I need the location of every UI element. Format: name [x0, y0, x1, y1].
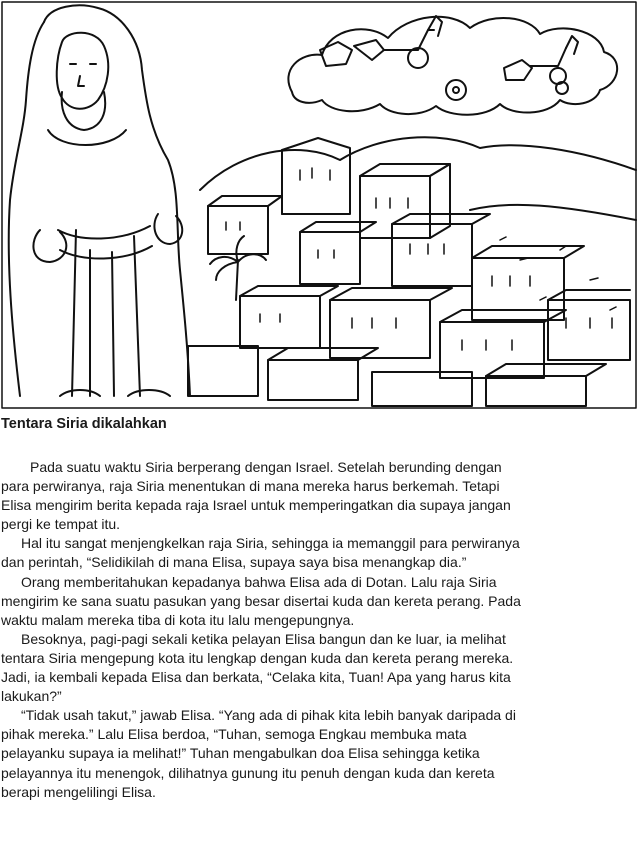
story-line: Hal itu sangat menjengkelkan raja Siria, sehingga ia memanggil para perwiranya: [21, 535, 520, 552]
story-line: dan perintah, “Selidikilah di mana Elisa, supaya saya bisa menangkap dia.”: [1, 554, 467, 571]
story-line: Jadi, ia kembali kepada Elisa dan berkata, “Celaka kita, Tuan! Apa yang harus kita: [1, 669, 511, 686]
city-buildings: [188, 138, 630, 406]
story-line: lakukan?”: [1, 688, 62, 705]
coloring-illustration: [0, 0, 638, 410]
story-line: para perwiranya, raja Siria menentukan di mana mereka harus berkemah. Tetapi: [1, 478, 500, 495]
story-line: Besoknya, pagi-pagi sekali ketika pelayan Elisa bangun dan ke luar, ia melihat: [21, 630, 506, 647]
story-line: Pada suatu waktu Siria berperang dengan Israel. Setelah berunding dengan: [30, 459, 502, 475]
story-line: pelayannya itu menengok, dilihatnya gunung itu penuh dengan kuda dan kereta: [1, 764, 495, 781]
story-line: Orang memberitahukan kepadanya bahwa Elisa ada di Dotan. Lalu raja Siria: [21, 573, 497, 590]
story-line: pergi ke tempat itu.: [1, 516, 121, 533]
page-title: Tentara Siria dikalahkan: [1, 416, 167, 432]
story-line: mengirim ke sana suatu pasukan yang besar disertai kuda dan kereta perang. Pada: [1, 592, 521, 609]
palm-tree: [210, 236, 266, 300]
story-line: waktu malam mereka tiba di kota itu lalu mengepungnya.: [1, 611, 355, 628]
story-line: pihak mereka.” Lalu Elisa berdoa, “Tuhan, semoga Engkau membuka mata: [1, 726, 467, 743]
chariot-right: [504, 36, 578, 94]
story-line: berapi mengelilingi Elisa.: [1, 783, 156, 800]
prophet-figure: [9, 5, 190, 396]
near-hills: [470, 205, 636, 220]
chariot-left: [320, 16, 466, 100]
story-text: [1, 458, 635, 802]
story-line: “Tidak usah takut,” jawab Elisa. “Yang ada di pihak kita lebih banyak daripada di: [21, 707, 516, 724]
line-art-scene: [0, 0, 638, 410]
story-line: pelayanku supaya ia melihat!” Tuhan mengabulkan doa Elisa sehingga ketika: [1, 745, 480, 762]
story-line: Elisa mengirim berita kepada raja Israel untuk memperingatkan dia supaya jangan: [1, 497, 511, 514]
story-line: tentara Siria mengepung kota itu lengkap dengan kuda dan kereta perang mereka.: [1, 649, 514, 666]
